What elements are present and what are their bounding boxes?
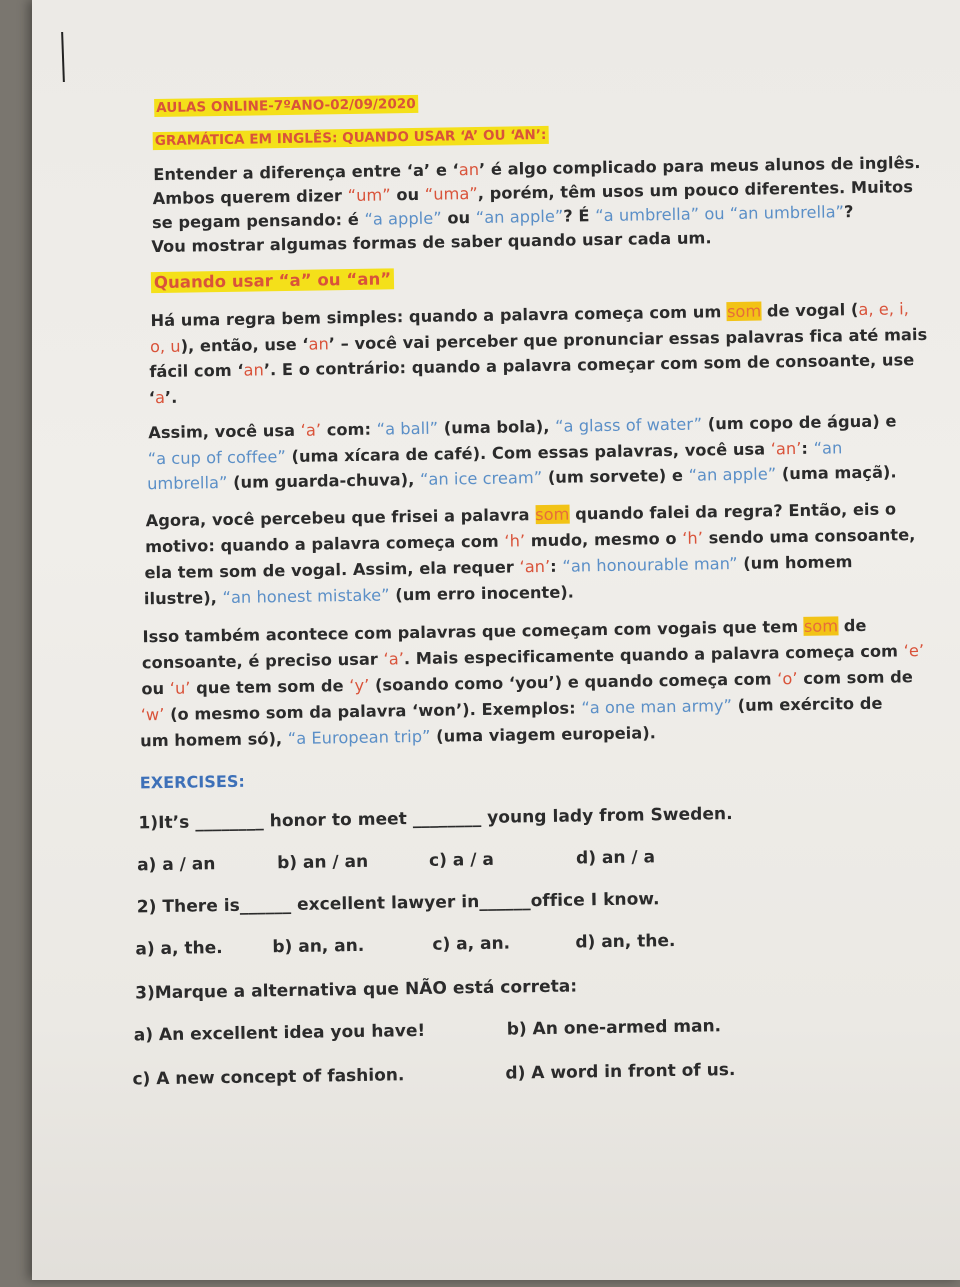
q1-option-d: d) an / a <box>575 847 656 869</box>
question-1: 1)It’s ________ honor to meet ________ young lady from Sweden. <box>138 804 733 834</box>
q3-option-d: d) A word in front of us. <box>505 1060 736 1084</box>
q1-option-b: b) an / an <box>276 851 369 874</box>
q3-option-c: c) A new concept of fashion. <box>132 1065 405 1090</box>
p4-line-5: um homem só), “a European trip” (uma viagem europeia). <box>140 723 657 751</box>
doc-subtitle: GRAMÁTICA EM INGLÊS: QUANDO USAR ‘A’ OU ‘AN’: <box>153 124 549 149</box>
q1-option-a: a) a / an <box>136 854 216 876</box>
p3-line-1: Agora, você percebeu que frisei a palavra som quando falei da regra? Então, eis o <box>145 499 897 531</box>
p2-line-2: “a cup of coffee” (uma xícara de café). Com essas palavras, você usa ‘an’: “an <box>147 438 843 469</box>
p2-line-3: umbrella” (um guarda-chuva), “an ice cream” (um sorvete) e “an apple” (uma maçã). <box>146 462 897 494</box>
p4-line-1: Isso também acontece com palavras que começam com vogais que tem som de <box>142 615 867 647</box>
p4-line-2: consoante, é preciso usar ‘a’. Mais especificamente quando a palavra começa com ‘e’ <box>141 641 925 673</box>
intro-line-1: Entender a diferença entre ‘a’ e ‘an’ é algo complicado para meus alunos de inglês. <box>153 153 921 185</box>
p3-line-3: ela tem som de vogal. Assim, ela requer ‘an’: “an honourable man” (um homem <box>144 552 853 583</box>
p4-line-3: ou ‘u’ que tem som de ‘y’ (soando como ‘you’) e quando começa com ‘o’ com som de <box>141 667 913 699</box>
q2-option-b: b) an, an. <box>272 935 365 958</box>
q2-option-d: d) an, the. <box>575 930 676 953</box>
p1-line-2: o, u), então, use ‘an’ – você vai perceber que pronunciar essas palavras fica até mais <box>149 324 928 357</box>
question-3: 3)Marque a alternativa que NÃO está correta: <box>134 976 578 1004</box>
p3-line-4: ilustre), “an honest mistake” (um erro inocente). <box>143 582 575 609</box>
section-title: Quando usar “a” ou “an” <box>151 269 395 292</box>
p4-line-4: ‘w’ (o mesmo som da palavra ‘won’). Exemplos: “a one man army” (um exército de <box>140 693 883 725</box>
q2-option-a: a) a, the. <box>135 938 223 960</box>
p1-line-3: fácil com ‘an’. E o contrário: quando a palavra começar com som de consoante, use <box>149 350 915 382</box>
q3-option-a: a) An excellent idea you have! <box>133 1020 426 1046</box>
question-2: 2) There is______ excellent lawyer in______office I know. <box>136 889 660 918</box>
intro-line-3: se pegam pensando: é “a apple” ou “an apple”? É “a umbrella” ou “an umbrella”? <box>151 202 854 233</box>
p1-line-4: ‘a’. <box>148 387 178 408</box>
intro-line-4: Vou mostrar algumas formas de saber quando usar cada um. <box>151 228 712 257</box>
intro-line-2: Ambos querem dizer “um” ou “uma”, porém, têm usos um pouco diferentes. Muitos <box>152 177 914 209</box>
p3-line-2: motivo: quando a palavra começa com ‘h’ mudo, mesmo o ‘h’ sendo uma consoante, <box>144 525 916 557</box>
doc-title: AULAS ONLINE-7ºANO-02/09/2020 <box>154 93 418 116</box>
p1-line-1: Há uma regra bem simples: quando a palavra começa com um som de vogal (a, e, i, <box>150 299 910 331</box>
p2-line-1: Assim, você usa ‘a’ com: “a ball” (uma bola), “a glass of water” (um copo de água) e <box>148 411 897 443</box>
q2-option-c: c) a, an. <box>432 933 511 955</box>
exercises-heading: EXERCISES: <box>139 771 246 793</box>
q3-option-b: b) An one-armed man. <box>506 1016 722 1040</box>
q1-option-c: c) a / a <box>428 849 495 871</box>
